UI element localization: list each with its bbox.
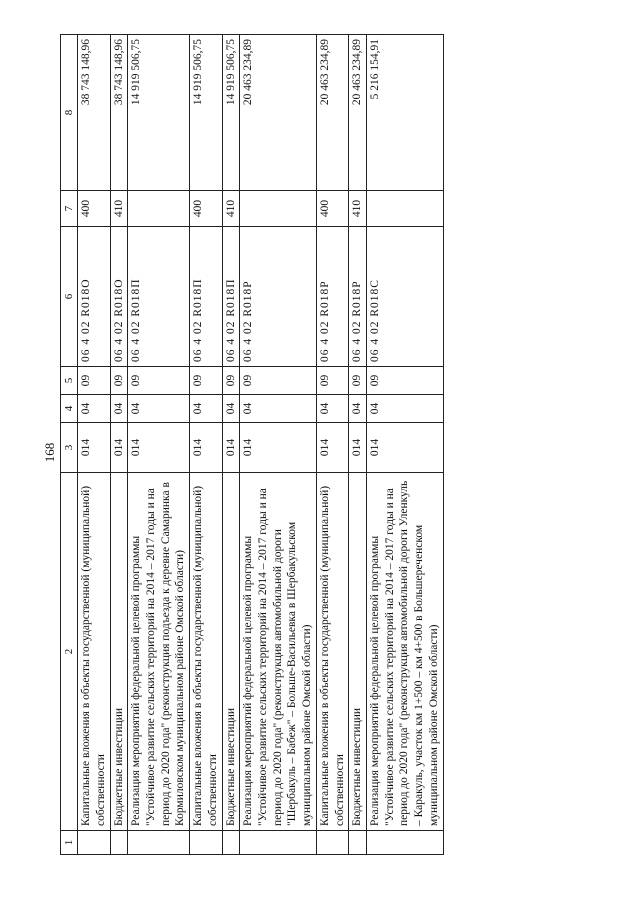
amount-cell: 14 919 506,75 [190, 35, 222, 191]
section-code-cell: 04 [367, 395, 444, 423]
row-number-cell [316, 831, 348, 855]
row-number-cell [222, 831, 240, 855]
target-article-cell: 06 4 02 R018P [240, 227, 317, 367]
column-header: 2 [61, 473, 78, 831]
section-code-cell: 04 [222, 395, 240, 423]
column-header: 3 [61, 423, 78, 473]
column-header: 7 [61, 191, 78, 227]
table-row [222, 35, 240, 855]
expense-type-cell: 410 [110, 191, 128, 227]
section-code-cell: 04 [349, 395, 367, 423]
row-number-cell [78, 831, 110, 855]
subsection-code-cell: 09 [316, 367, 348, 395]
section-code-cell: 04 [190, 395, 222, 423]
target-article-cell: 06 4 02 R018P [349, 227, 367, 367]
table-row [240, 35, 317, 855]
column-header: 4 [61, 395, 78, 423]
amount-cell: 38 743 148,96 [110, 35, 128, 191]
column-header: 8 [61, 35, 78, 191]
expense-type-cell: 410 [349, 191, 367, 227]
section-code-cell: 04 [128, 395, 190, 423]
grbs-code-cell: 014 [367, 423, 444, 473]
table-row [78, 35, 110, 855]
column-header: 1 [61, 831, 78, 855]
column-header: 6 [61, 227, 78, 367]
subsection-code-cell: 09 [222, 367, 240, 395]
expense-type-cell [128, 191, 190, 227]
column-header: 5 [61, 367, 78, 395]
target-article-cell: 06 4 02 R018П [128, 227, 190, 367]
row-name-cell: Бюджетные инвестиции [349, 473, 367, 831]
grbs-code-cell: 014 [78, 423, 110, 473]
expense-type-cell [367, 191, 444, 227]
budget-table [60, 34, 444, 855]
table-row [316, 35, 348, 855]
target-article-cell: 06 4 02 R018П [222, 227, 240, 367]
amount-cell: 38 743 148,96 [78, 35, 110, 191]
subsection-code-cell: 09 [110, 367, 128, 395]
grbs-code-cell: 014 [110, 423, 128, 473]
row-name-cell: Капитальные вложения в объекты государственной (муниципальной) собственности [190, 473, 222, 831]
expense-type-cell: 400 [190, 191, 222, 227]
table-row [128, 35, 190, 855]
amount-cell: 20 463 234,89 [349, 35, 367, 191]
grbs-code-cell: 014 [128, 423, 190, 473]
section-code-cell: 04 [316, 395, 348, 423]
expense-type-cell: 400 [78, 191, 110, 227]
target-article-cell: 06 4 02 R018C [367, 227, 444, 367]
column-number-row [61, 35, 78, 855]
expense-type-cell: 410 [222, 191, 240, 227]
row-name-cell: Бюджетные инвестиции [222, 473, 240, 831]
section-code-cell: 04 [78, 395, 110, 423]
section-code-cell: 04 [240, 395, 317, 423]
row-name-cell: Капитальные вложения в объекты государственной (муниципальной) собственности [78, 473, 110, 831]
row-number-cell [128, 831, 190, 855]
grbs-code-cell: 014 [316, 423, 348, 473]
amount-cell: 14 919 506,75 [128, 35, 190, 191]
expense-type-cell [240, 191, 317, 227]
table-row [367, 35, 444, 855]
row-name-cell: Капитальные вложения в объекты государственной (муниципальной) собственности [316, 473, 348, 831]
target-article-cell: 06 4 02 R018P [316, 227, 348, 367]
target-article-cell: 06 4 02 R018O [110, 227, 128, 367]
row-name-cell: Реализация мероприятий федеральной целевой программы "Устойчивое развитие сельских территорий на 2014 – 2017 годы и на период до 2020 года" (реконструкция подъезда к деревне Самаринка в Кормиловском муниципальном районе Омской области) [128, 473, 190, 831]
row-number-cell [349, 831, 367, 855]
expense-type-cell: 400 [316, 191, 348, 227]
amount-cell: 5 216 154,91 [367, 35, 444, 191]
section-code-cell: 04 [110, 395, 128, 423]
subsection-code-cell: 09 [349, 367, 367, 395]
amount-cell: 20 463 234,89 [316, 35, 348, 191]
table-row [110, 35, 128, 855]
target-article-cell: 06 4 02 R018O [78, 227, 110, 367]
subsection-code-cell: 09 [78, 367, 110, 395]
subsection-code-cell: 09 [190, 367, 222, 395]
row-number-cell [110, 831, 128, 855]
table-row [190, 35, 222, 855]
target-article-cell: 06 4 02 R018П [190, 227, 222, 367]
page-number: 168 [42, 442, 57, 463]
table-row [349, 35, 367, 855]
subsection-code-cell: 09 [240, 367, 317, 395]
row-name-cell: Бюджетные инвестиции [110, 473, 128, 831]
row-number-cell [367, 831, 444, 855]
row-number-cell [190, 831, 222, 855]
subsection-code-cell: 09 [128, 367, 190, 395]
subsection-code-cell: 09 [367, 367, 444, 395]
grbs-code-cell: 014 [349, 423, 367, 473]
row-name-cell: Реализация мероприятий федеральной целевой программы "Устойчивое развитие сельских территорий на 2014 – 2017 годы и на период до 2020 года" (реконструкция автомобильной дороги "Шербакуль – Бабеж" – Больше-Васильевка в Шербакульском муниципальном районе Омской области) [240, 473, 317, 831]
row-name-cell: Реализация мероприятий федеральной целевой программы "Устойчивое развитие сельских территорий на 2014 – 2017 годы и на период до 2020 года" (реконструкция автомобильной дороги Уленкуль – Каракуль, участок км 1+500 – км 4+500 в Большереченском муниципальном районе Омской области) [367, 473, 444, 831]
amount-cell: 20 463 234,89 [240, 35, 317, 191]
grbs-code-cell: 014 [222, 423, 240, 473]
grbs-code-cell: 014 [240, 423, 317, 473]
grbs-code-cell: 014 [190, 423, 222, 473]
row-number-cell [240, 831, 317, 855]
amount-cell: 14 919 506,75 [222, 35, 240, 191]
